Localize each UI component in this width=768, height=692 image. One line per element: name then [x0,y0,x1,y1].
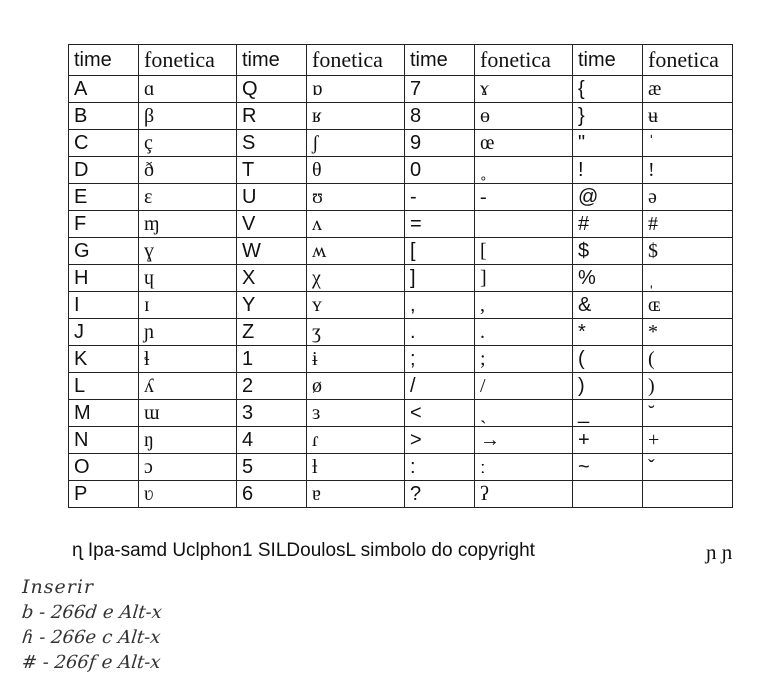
time-cell: R [237,103,307,130]
fonetica-cell: ʏ [307,292,405,319]
fonetica-cell: ( [643,346,733,373]
time-cell: U [237,184,307,211]
time-cell: N [69,427,139,454]
time-cell: ! [573,157,643,184]
fonetica-cell: . [475,319,573,346]
time-cell: K [69,346,139,373]
time-cell [573,481,643,508]
time-cell: V [237,211,307,238]
header-row [69,45,733,76]
time-cell: @ [573,184,643,211]
time-cell: [ [405,238,475,265]
note-part: e [100,652,114,673]
table-row [69,184,733,211]
fonetica-cell: ) [643,373,733,400]
fonetica-cell: $ [643,238,733,265]
time-cell: & [573,292,643,319]
note-part: ɦ - 266e [20,627,98,648]
time-cell: 1 [237,346,307,373]
note-part: e [101,602,115,623]
time-cell: $ [573,238,643,265]
fonetica-cell: ʌ [307,211,405,238]
fonetica-cell: ɒ [307,76,405,103]
fonetica-cell: → [475,427,573,454]
time-cell: P [69,481,139,508]
header-fonetica: fonetica [643,45,733,76]
time-cell: 5 [237,454,307,481]
fonetica-cell: ː [475,454,573,481]
fonetica-cell: ç [139,130,237,157]
fonetica-cell: ɯ [139,400,237,427]
time-cell: / [405,373,475,400]
fonetica-cell: ʃ [307,130,405,157]
note-part: c [101,627,114,648]
time-cell: A [69,76,139,103]
fonetica-cell: ʋ [139,481,237,508]
table-row [69,373,733,400]
table-row [69,400,733,427]
fonetica-cell: ɵ [475,103,573,130]
fonetica-cell: ɑ [139,76,237,103]
fonetica-cell: + [643,427,733,454]
fonetica-cell: ɪ [139,292,237,319]
time-cell: 7 [405,76,475,103]
fonetica-cell: ˏ [475,400,573,427]
fonetica-cell: * [643,319,733,346]
font-caption: ɳ Ipa-samd Uclphon1 SILDoulosL simbolo do copyright [72,540,535,561]
header-fonetica: fonetica [139,45,237,76]
fonetica-cell: ƚ [307,454,405,481]
time-cell: = [405,211,475,238]
fonetica-cell: ɣ [139,238,237,265]
fonetica-cell: ] [475,265,573,292]
fonetica-cell: / [475,373,573,400]
note-line [21,627,169,648]
table-row [69,346,733,373]
time-cell: W [237,238,307,265]
header-time: time [405,45,475,76]
fonetica-cell: ˳ [475,157,573,184]
time-cell: Y [237,292,307,319]
handwritten-notes [22,576,168,677]
time-cell: X [237,265,307,292]
fonetica-cell: ɶ [643,292,733,319]
fonetica-cell: ɔ [139,454,237,481]
time-cell: O [69,454,139,481]
table-row [69,211,733,238]
fonetica-cell: β [139,103,237,130]
fonetica-cell: ʉ [643,103,733,130]
table-body [69,76,733,508]
time-cell: I [69,292,139,319]
fonetica-cell: ɤ [475,76,573,103]
time-cell: - [405,184,475,211]
table-row [69,76,733,103]
fonetica-cell: ! [643,157,733,184]
time-cell: % [573,265,643,292]
fonetica-cell: θ [307,157,405,184]
fonetica-cell: ˌ [643,265,733,292]
fonetica-cell: ˈ [643,130,733,157]
table-row [69,238,733,265]
fonetica-cell: ʔ [475,481,573,508]
fonetica-cell: ɛ [139,184,237,211]
table-row [69,157,733,184]
fonetica-cell: ɱ [139,211,237,238]
time-cell: Q [237,76,307,103]
time-cell: < [405,400,475,427]
header-fonetica: fonetica [307,45,405,76]
time-cell: ; [405,346,475,373]
fonetica-cell: # [643,211,733,238]
fonetica-cell: ˘ [643,400,733,427]
fonetica-cell: ʁ [307,103,405,130]
fonetica-cell: ŋ [139,427,237,454]
note-part: Alt-x [117,652,162,673]
caption-glyphs: ɲ ɲ [706,540,733,564]
time-cell: { [573,76,643,103]
time-cell: + [573,427,643,454]
note-part: # - 266f [20,652,97,673]
fonetica-cell: [ [475,238,573,265]
fonetica-cell: ø [307,373,405,400]
time-cell: * [573,319,643,346]
table-row [69,292,733,319]
time-cell: 3 [237,400,307,427]
table-row [69,319,733,346]
time-cell: ( [573,346,643,373]
time-cell: > [405,427,475,454]
phonetic-mapping-table [68,44,733,508]
table-row [69,103,733,130]
time-cell: # [573,211,643,238]
table-row [69,427,733,454]
header-time: time [237,45,307,76]
time-cell: _ [573,400,643,427]
fonetica-cell: ɐ [307,481,405,508]
fonetica-cell: ʎ [139,373,237,400]
time-cell: 2 [237,373,307,400]
time-cell: ) [573,373,643,400]
fonetica-cell: æ [643,76,733,103]
time-cell: D [69,157,139,184]
time-cell: : [405,454,475,481]
note-part: b - 266d [20,602,99,623]
time-cell: L [69,373,139,400]
table-row [69,130,733,157]
fonetica-cell: ɾ [307,427,405,454]
time-cell: F [69,211,139,238]
fonetica-cell [643,481,733,508]
fonetica-cell: œ [475,130,573,157]
time-cell: , [405,292,475,319]
time-cell: 4 [237,427,307,454]
header-time: time [573,45,643,76]
time-cell: T [237,157,307,184]
fonetica-cell: ɬ [139,346,237,373]
note-part: Alt-x [117,627,162,648]
time-cell: " [573,130,643,157]
fonetica-cell: ʊ [307,184,405,211]
fonetica-cell: ʒ [307,319,405,346]
fonetica-cell: ɜ [307,400,405,427]
table-row [69,481,733,508]
time-cell: 0 [405,157,475,184]
fonetica-cell: ð [139,157,237,184]
time-cell: 8 [405,103,475,130]
fonetica-cell: ˇ [643,454,733,481]
time-cell: M [69,400,139,427]
table-header [69,45,733,76]
time-cell: H [69,265,139,292]
fonetica-cell: ɨ [307,346,405,373]
time-cell: B [69,103,139,130]
header-fonetica: fonetica [475,45,573,76]
fonetica-cell: ɲ [139,319,237,346]
fonetica-cell: - [475,184,573,211]
time-cell: 6 [237,481,307,508]
table-row [69,265,733,292]
fonetica-cell: ʍ [307,238,405,265]
fonetica-cell: ɥ [139,265,237,292]
time-cell: ~ [573,454,643,481]
note-line [21,652,169,673]
time-cell: Z [237,319,307,346]
time-cell: ? [405,481,475,508]
fonetica-cell: χ [307,265,405,292]
note-part: Alt-x [118,602,163,623]
notes-lines [22,602,168,673]
time-cell: . [405,319,475,346]
time-cell: S [237,130,307,157]
time-cell: G [69,238,139,265]
table-row [69,454,733,481]
header-time: time [69,45,139,76]
time-cell: C [69,130,139,157]
time-cell: 9 [405,130,475,157]
fonetica-cell [475,211,573,238]
fonetica-cell: ə [643,184,733,211]
fonetica-cell: ; [475,346,573,373]
time-cell: ] [405,265,475,292]
fonetica-cell: , [475,292,573,319]
time-cell: } [573,103,643,130]
time-cell: E [69,184,139,211]
note-line [21,602,169,623]
notes-title: Inserir [22,576,94,598]
time-cell: J [69,319,139,346]
